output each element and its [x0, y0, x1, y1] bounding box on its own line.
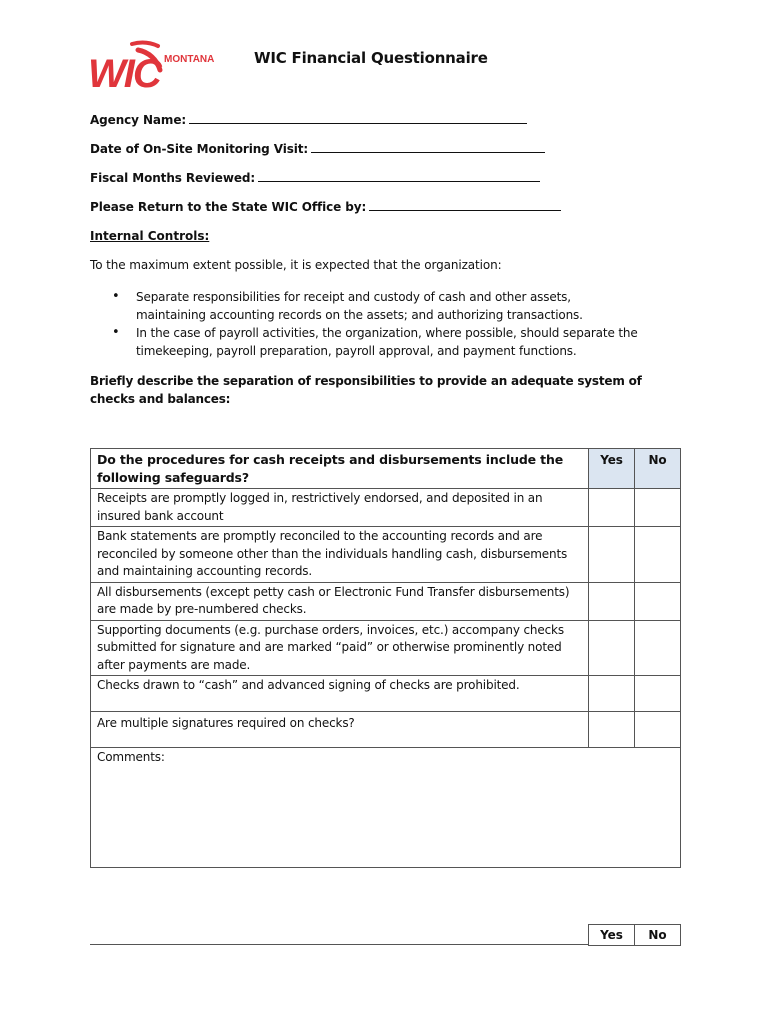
- continuation-header-no: No: [635, 925, 681, 946]
- internal-controls-list: [112, 288, 642, 360]
- fiscal-months-row: [90, 171, 540, 185]
- divider: [90, 944, 590, 945]
- visit-date-row: [90, 142, 545, 156]
- safeguards-table: [90, 448, 681, 868]
- table-row: [91, 676, 681, 712]
- comments-field[interactable]: [91, 748, 681, 868]
- no-checkbox-cell[interactable]: [635, 527, 681, 583]
- comments-label: Comments:: [97, 750, 165, 764]
- fiscal-months-field[interactable]: [258, 171, 540, 182]
- yes-checkbox-cell[interactable]: [589, 527, 635, 583]
- return-by-field[interactable]: [369, 200, 561, 211]
- table-row: [91, 620, 681, 676]
- continuation-header-yes: Yes: [589, 925, 635, 946]
- agency-name-field[interactable]: [189, 113, 527, 124]
- logo-wic-text: WIC: [88, 52, 160, 92]
- row-question: Are multiple signatures required on checks?: [91, 712, 589, 748]
- yes-checkbox-cell[interactable]: [589, 676, 635, 712]
- table-header-no: No: [635, 449, 681, 489]
- fiscal-months-label: Fiscal Months Reviewed:: [90, 171, 256, 185]
- table-row: [91, 582, 681, 620]
- yes-checkbox-cell[interactable]: [589, 582, 635, 620]
- return-by-row: [90, 200, 561, 214]
- no-checkbox-cell[interactable]: [635, 582, 681, 620]
- visit-date-field[interactable]: [311, 142, 545, 153]
- row-question: All disbursements (except petty cash or Electronic Fund Transfer disbursements) are made by pre-numbered checks.: [91, 582, 589, 620]
- visit-date-label: Date of On-Site Monitoring Visit:: [90, 142, 309, 156]
- table-row: [91, 489, 681, 527]
- agency-name-row: [90, 113, 527, 127]
- table-row: [91, 527, 681, 583]
- continuation-table-header: [588, 924, 681, 946]
- row-question: Receipts are promptly logged in, restrictively endorsed, and deposited in an insured bank account: [91, 489, 589, 527]
- list-item: • In the case of payroll activities, the organization, where possible, should separate the timekeeping, payroll preparation, payroll approval, and payment functions.: [112, 324, 642, 360]
- no-checkbox-cell[interactable]: [635, 676, 681, 712]
- row-question: Checks drawn to “cash” and advanced signing of checks are prohibited.: [91, 676, 589, 712]
- row-question: Bank statements are promptly reconciled to the accounting records and are reconciled by someone other than the individuals handling cash, disbursements and maintaining accounting records.: [91, 527, 589, 583]
- no-checkbox-cell[interactable]: [635, 712, 681, 748]
- logo-arc-inner: [132, 43, 158, 46]
- list-item: • Separate responsibilities for receipt and custody of cash and other assets, maintaining accounting records on the assets; and authorizing transactions.: [112, 288, 642, 324]
- internal-controls-intro: To the maximum extent possible, it is expected that the organization:: [90, 258, 502, 272]
- return-by-label: Please Return to the State WIC Office by:: [90, 200, 367, 214]
- table-header-question: Do the procedures for cash receipts and disbursements include the following safeguards?: [91, 449, 589, 489]
- logo-state-text: MONTANA: [164, 54, 215, 65]
- wic-montana-logo: [88, 30, 238, 92]
- yes-checkbox-cell[interactable]: [589, 712, 635, 748]
- yes-checkbox-cell[interactable]: [589, 620, 635, 676]
- page-title: WIC Financial Questionnaire: [254, 49, 488, 67]
- separation-prompt: Briefly describe the separation of responsibilities to provide an adequate system of checks and balances:: [90, 374, 642, 406]
- comments-row: [91, 748, 681, 868]
- table-row: [91, 712, 681, 748]
- table-header-yes: Yes: [589, 449, 635, 489]
- no-checkbox-cell[interactable]: [635, 489, 681, 527]
- no-checkbox-cell[interactable]: [635, 620, 681, 676]
- internal-controls-heading: Internal Controls:: [90, 229, 210, 243]
- row-question: Supporting documents (e.g. purchase orders, invoices, etc.) accompany checks submitted for signature and are marked “paid” or otherwise prominently noted after payments are made.: [91, 620, 589, 676]
- table-header-row: [91, 449, 681, 489]
- agency-name-label: Agency Name:: [90, 113, 187, 127]
- yes-checkbox-cell[interactable]: [589, 489, 635, 527]
